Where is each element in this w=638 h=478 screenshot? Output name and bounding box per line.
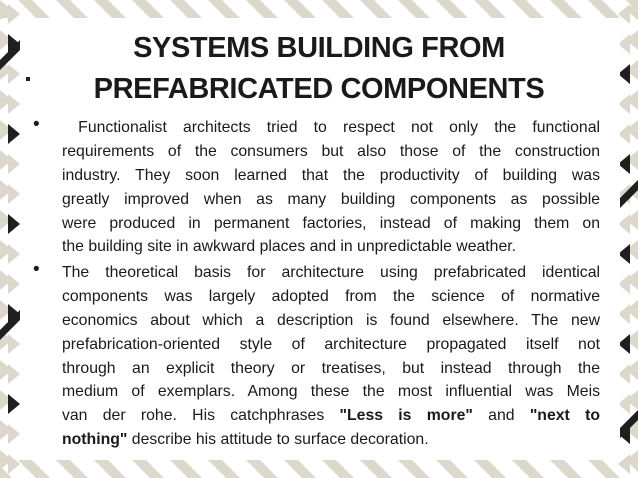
quote-less-is-more: "Less is more" bbox=[339, 407, 473, 425]
bullet-marker: • bbox=[33, 114, 40, 135]
pattern-chevron bbox=[8, 394, 20, 414]
pattern-stripe bbox=[322, 0, 354, 18]
bullet-1-line: Functionalist architects tried to respect not only the functional bbox=[62, 119, 600, 136]
bullet-2-line-8 bbox=[62, 428, 600, 452]
line7-text-a: van der rohe. His catchphrases bbox=[62, 407, 340, 425]
pattern-chevron bbox=[8, 184, 20, 204]
pattern-stripe bbox=[56, 0, 88, 18]
pattern-stripe bbox=[208, 460, 240, 478]
bullet-2-line: through an explicit theory or treatises, but instead through the bbox=[62, 359, 600, 377]
pattern-stripe bbox=[588, 460, 620, 478]
title-line-2: PREFABRICATED COMPONENTS bbox=[93, 73, 545, 105]
pattern-stripe bbox=[170, 460, 202, 478]
pattern-stripe bbox=[588, 0, 620, 18]
pattern-stripe bbox=[208, 0, 240, 18]
bullet-paragraph-1 bbox=[62, 116, 600, 259]
pattern-stripe bbox=[550, 460, 582, 478]
pattern-stripe bbox=[474, 460, 506, 478]
pattern-chevron bbox=[8, 274, 20, 294]
bullet-1-line: were produced in permanent factories, instead of making them on bbox=[62, 214, 600, 232]
pattern-stripe bbox=[550, 0, 582, 18]
pattern-stripe bbox=[360, 460, 392, 478]
pattern-stripe bbox=[512, 0, 544, 18]
bullet-2-line: components was largely adopted from the science of normative bbox=[62, 287, 600, 305]
pattern-stripe bbox=[436, 0, 468, 18]
pattern-stripe bbox=[18, 0, 50, 18]
pattern-stripe bbox=[284, 0, 316, 18]
bullet-1-line: greatly improved when as many building components as possible bbox=[62, 190, 600, 208]
pattern-chevron bbox=[8, 424, 20, 444]
quote-next-to: "next to bbox=[529, 407, 600, 425]
pattern-chevron bbox=[8, 4, 20, 24]
pattern-stripe bbox=[132, 0, 164, 18]
bullet-2-line: The theoretical basis for architecture using prefabricated identical bbox=[62, 264, 600, 281]
bullet-2-line: medium of exemplars. Among these the most influential was Meis bbox=[62, 383, 600, 401]
pattern-stripe bbox=[246, 460, 278, 478]
pattern-stripe bbox=[398, 460, 430, 478]
pattern-chevron bbox=[8, 244, 20, 264]
bullet-2-line-7 bbox=[62, 404, 600, 428]
bullet-1-line: industry. They soon learned that the productivity of building was bbox=[62, 166, 600, 184]
quote-nothing: nothing" bbox=[62, 431, 128, 449]
bullet-1-line: requirements of the consumers but also those of the construction bbox=[62, 142, 600, 160]
pattern-stripe bbox=[436, 460, 468, 478]
pattern-chevron bbox=[8, 364, 20, 384]
pattern-stripe bbox=[132, 460, 164, 478]
pattern-stripe bbox=[246, 0, 278, 18]
pattern-stripe bbox=[322, 460, 354, 478]
pattern-stripe bbox=[56, 460, 88, 478]
line7-text-b: and bbox=[472, 407, 530, 425]
bullet-2-line: economics about which a description is found elsewhere. The new bbox=[62, 311, 600, 329]
bullet-2-line: prefabrication-oriented style of architecture propagated itself not bbox=[62, 335, 600, 353]
pattern-chevron bbox=[8, 154, 20, 174]
pattern-stripe bbox=[284, 460, 316, 478]
pattern-chevron bbox=[8, 124, 20, 144]
pattern-chevron bbox=[8, 214, 20, 234]
slide-title bbox=[0, 28, 638, 110]
pattern-stripe bbox=[170, 0, 202, 18]
pattern-stripe bbox=[360, 0, 392, 18]
bullet-1-line: the building site in awkward places and in unpredictable weather. bbox=[62, 238, 517, 256]
bullet-paragraph-2 bbox=[62, 261, 600, 452]
pattern-stripe bbox=[398, 0, 430, 18]
line8-text: describe his attitude to surface decoration. bbox=[127, 431, 429, 449]
pattern-stripe bbox=[94, 460, 126, 478]
title-line-1: SYSTEMS BUILDING FROM bbox=[133, 32, 505, 64]
pattern-chevron bbox=[8, 334, 20, 354]
pattern-stripe bbox=[474, 0, 506, 18]
pattern-stripe bbox=[18, 460, 50, 478]
pattern-chevron bbox=[8, 454, 20, 474]
pattern-stripe bbox=[94, 0, 126, 18]
bullet-marker: • bbox=[33, 259, 40, 280]
pattern-stripe bbox=[512, 460, 544, 478]
